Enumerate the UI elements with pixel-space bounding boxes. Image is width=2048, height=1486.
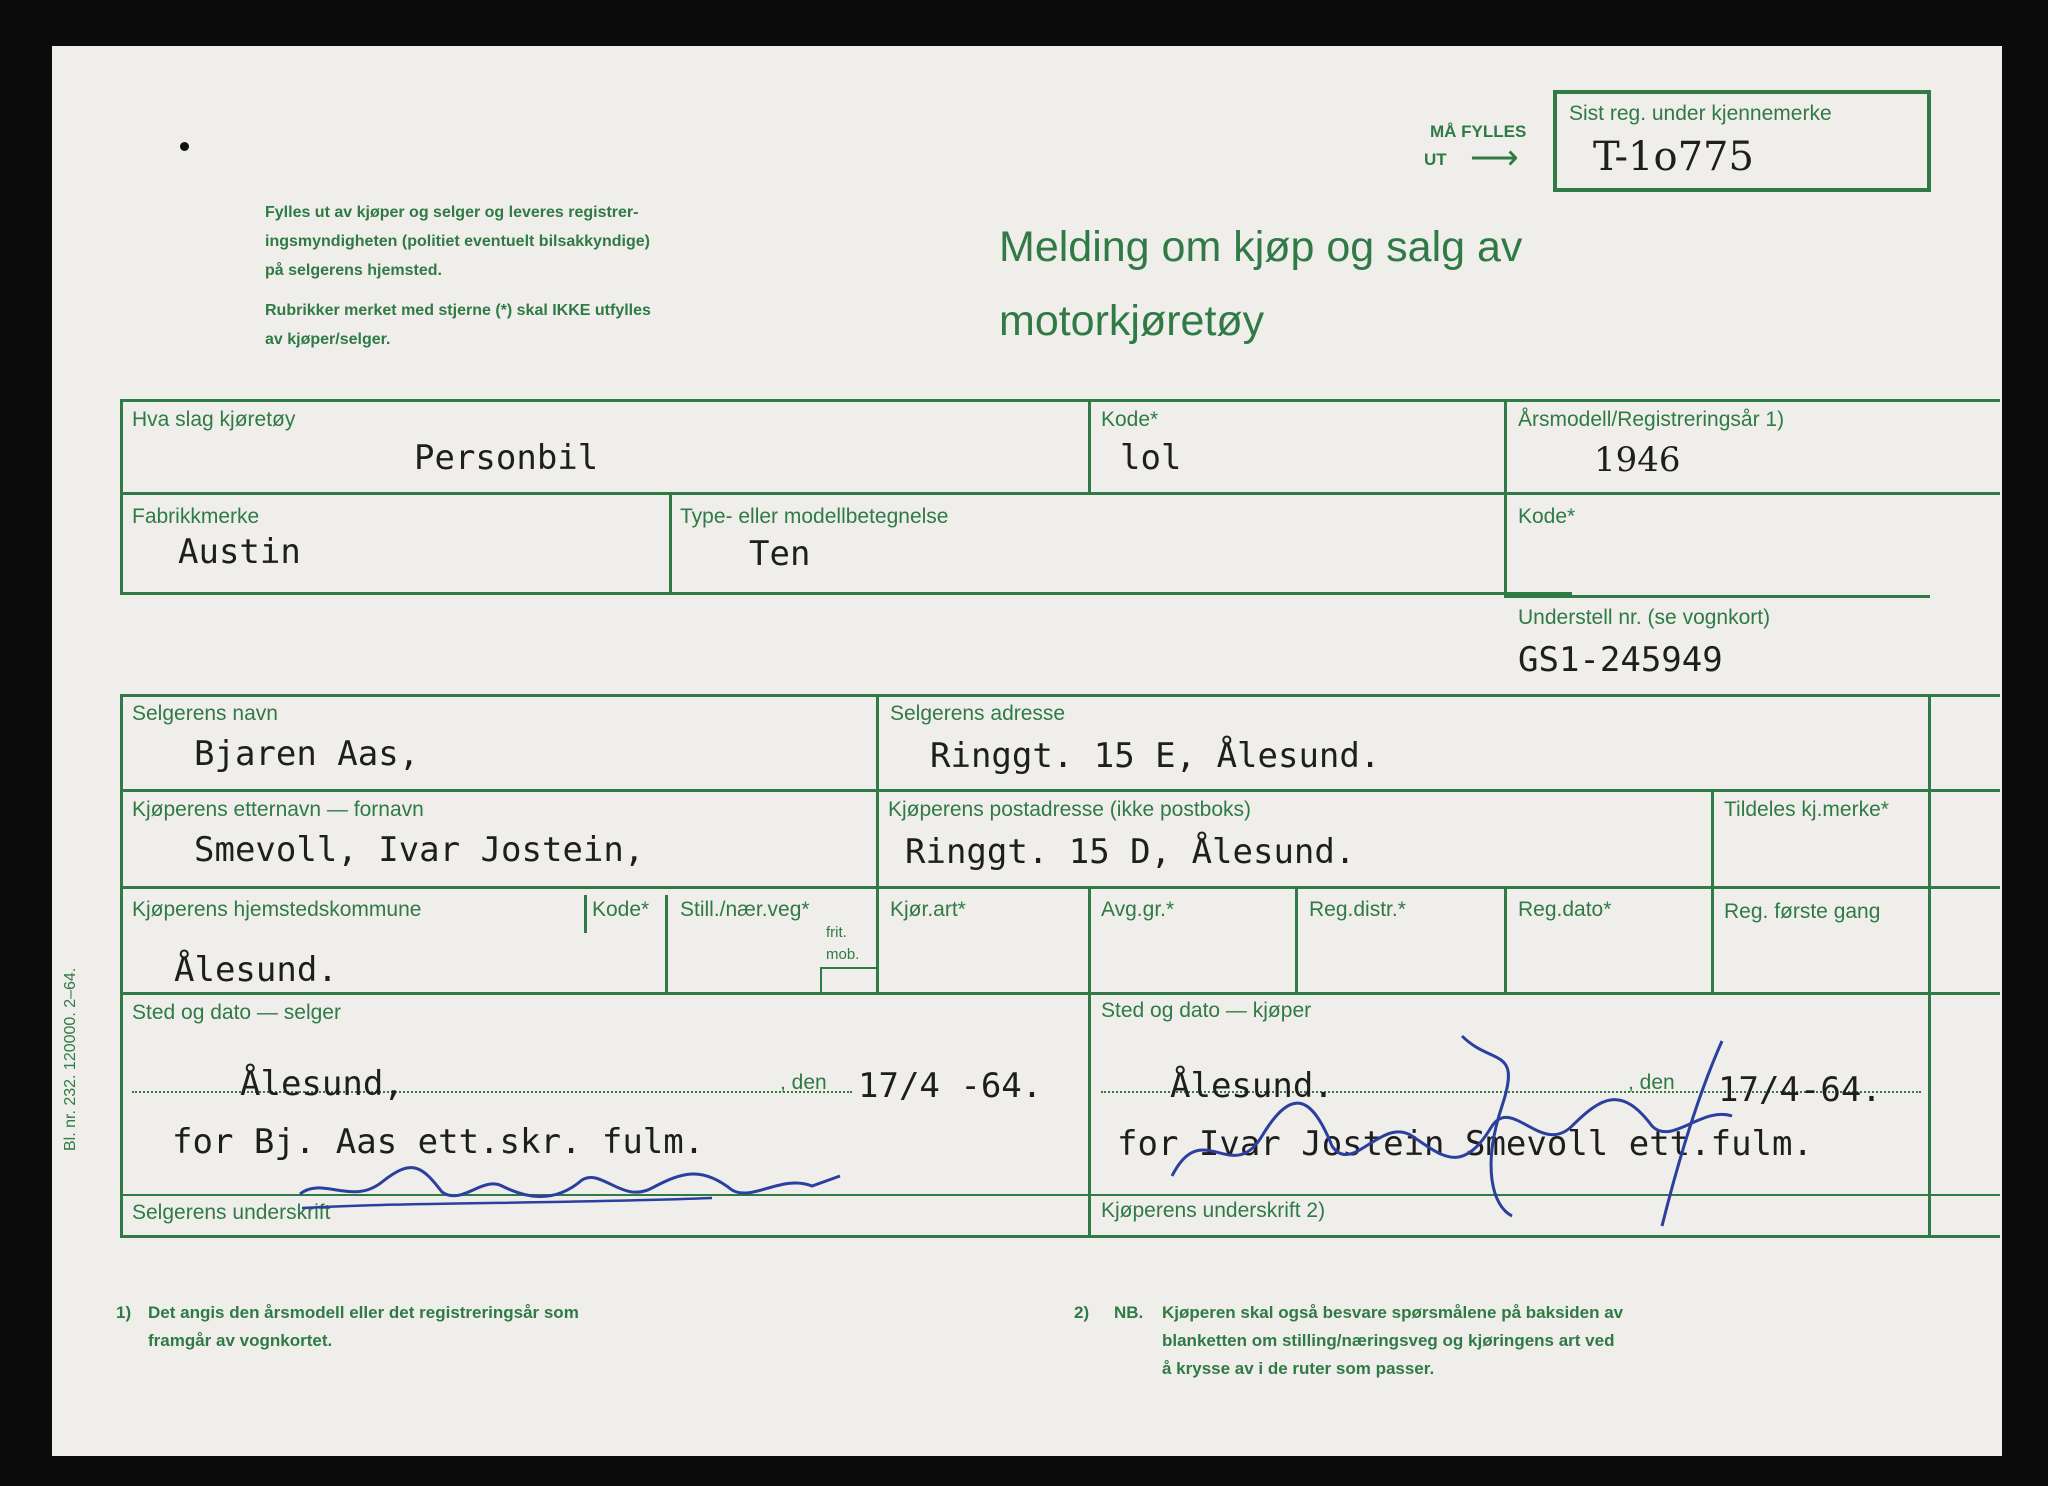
forste-label: Reg. første gang	[1724, 900, 1881, 923]
rule	[1088, 886, 1091, 1238]
model-value: Ten	[749, 534, 811, 574]
rule	[820, 967, 822, 992]
den-label: , den	[780, 1071, 827, 1094]
footnote-2-number: 2)	[1074, 1303, 1090, 1322]
seller-name-label: Selgerens navn	[132, 702, 278, 725]
rule	[1504, 399, 1507, 495]
form-number-text: Bl. nr. 232. 120000. 2–64.	[62, 967, 79, 1151]
rule	[1504, 886, 1507, 992]
chassis-value: GS1-245949	[1518, 640, 1723, 680]
rule	[820, 967, 876, 969]
rule	[120, 694, 123, 1238]
rule	[120, 789, 2000, 792]
vehicle-type-value: Personbil	[414, 438, 599, 478]
buyer-for-line: for Ivar Jostein Smevoll ett.fulm.	[1117, 1124, 1813, 1164]
sist-reg-box	[1553, 90, 1931, 192]
frit-label: frit.	[826, 924, 847, 941]
rule	[120, 399, 2000, 402]
instruction-line: ingsmyndigheten (politiet eventuelt bilsakkyndige)	[265, 233, 650, 250]
regdistr-label: Reg.distr.*	[1309, 898, 1406, 921]
footnote-1	[148, 1299, 579, 1355]
chassis-label: Understell nr. (se vognkort)	[1518, 606, 1771, 629]
footnote-2-nb: NB.	[1114, 1303, 1144, 1322]
buyer-signature-label: Kjøperens underskrift 2)	[1101, 1199, 1326, 1222]
seller-sted-label: Sted og dato — selger	[132, 1001, 341, 1024]
make-label: Fabrikkmerke	[132, 505, 260, 528]
kjorart-label: Kjør.art*	[890, 898, 966, 921]
buyer-name-value: Smevoll, Ivar Jostein,	[194, 830, 645, 870]
seller-signature-label: Selgerens underskrift	[132, 1201, 331, 1224]
vehicle-type-label: Hva slag kjøretøy	[132, 408, 296, 431]
rule	[1711, 789, 1714, 992]
seller-address-value: Ringgt. 15 E, Ålesund.	[930, 736, 1381, 776]
sist-reg-value: T-1o775	[1593, 134, 1754, 180]
arrow-right-icon: ⟶	[1470, 139, 1519, 177]
ink-dot	[180, 142, 189, 151]
seller-name-value: Bjaren Aas,	[194, 734, 420, 774]
seller-handwritten-signature	[292, 1146, 852, 1216]
rule	[1088, 399, 1091, 495]
footnote-line: framgår av vognkortet.	[148, 1331, 333, 1350]
year-value: 1946	[1594, 440, 1681, 480]
rule	[120, 492, 2000, 495]
form-paper	[52, 46, 2002, 1456]
sist-reg-label: Sist reg. under kjennemerke	[1569, 102, 1832, 125]
rule	[1504, 495, 1507, 595]
regdato-label: Reg.dato*	[1518, 898, 1612, 921]
buyer-name-label: Kjøperens etternavn — fornavn	[132, 798, 424, 821]
rule	[120, 694, 2000, 697]
form-title	[999, 210, 1522, 358]
seller-address-label: Selgerens adresse	[890, 702, 1066, 725]
rule	[584, 895, 587, 933]
instruction-line: Rubrikker merket med stjerne (*) skal IKKE utfylles	[265, 302, 651, 319]
footnote-line: Kjøperen skal også besvare spørsmålene på baksiden av	[1162, 1303, 1624, 1322]
rule	[876, 694, 879, 992]
rule	[120, 592, 1572, 595]
footnote-line: blanketten om stilling/næringsveg og kjøringens art ved	[1162, 1331, 1615, 1350]
ma-fylles-label: MÅ FYLLES	[1430, 122, 1527, 141]
kode-label: Kode*	[1518, 505, 1576, 528]
still-label: Still./nær.veg*	[680, 898, 810, 921]
rule	[1928, 694, 1931, 1238]
make-value: Austin	[178, 532, 301, 572]
seller-date: 17/4 -64.	[858, 1066, 1043, 1106]
instruction-line: på selgerens hjemsted.	[265, 262, 442, 279]
rule	[665, 895, 668, 992]
kommune-value: Ålesund.	[174, 950, 338, 990]
instruction-line: Fylles ut av kjøper og selger og leveres registrer-	[265, 204, 639, 221]
footnote-line: å krysse av i de ruter som passer.	[1162, 1359, 1435, 1378]
buyer-sted-label: Sted og dato — kjøper	[1101, 999, 1312, 1022]
instruction-line: av kjøper/selger.	[265, 331, 391, 348]
seller-place: Ålesund,	[240, 1064, 404, 1104]
rule	[669, 492, 672, 595]
rule	[120, 399, 123, 595]
rule	[1504, 595, 1930, 598]
buyer-address-label: Kjøperens postadresse (ikke postboks)	[888, 798, 1251, 821]
seller-for-line: for Bj. Aas ett.skr. fulm.	[172, 1122, 705, 1162]
kode-value: lol	[1120, 438, 1182, 478]
footnote-1-number: 1)	[116, 1303, 132, 1322]
title-line: Melding om kjøp og salg av	[999, 223, 1523, 271]
kommune-label: Kjøperens hjemstedskommune	[132, 898, 422, 921]
rule	[1295, 886, 1298, 992]
title-line: motorkjøretøy	[999, 297, 1265, 345]
avggr-label: Avg.gr.*	[1101, 898, 1175, 921]
buyer-place: Ålesund.	[1170, 1066, 1334, 1106]
buyer-date: 17/4-64.	[1718, 1070, 1882, 1110]
den-label: , den	[1628, 1071, 1675, 1094]
buyer-handwritten-signature	[1162, 1026, 1762, 1226]
model-label: Type- eller modellbetegnelse	[680, 505, 949, 528]
ut-label: UT	[1424, 150, 1447, 169]
rule	[120, 1235, 2000, 1238]
mob-label: mob.	[826, 946, 860, 963]
rule	[120, 992, 2000, 995]
rule	[120, 886, 2000, 889]
year-label: Årsmodell/Registreringsår 1)	[1518, 408, 1785, 431]
buyer-kode-label: Kode*	[592, 898, 650, 921]
footnote-line: Det angis den årsmodell eller det registreringsår som	[148, 1303, 579, 1322]
buyer-address-value: Ringgt. 15 D, Ålesund.	[905, 832, 1356, 872]
tildeles-label: Tildeles kj.merke*	[1724, 798, 1889, 821]
kode-label: Kode*	[1101, 408, 1159, 431]
instructions	[265, 198, 651, 354]
footnote-2	[1162, 1299, 1623, 1383]
